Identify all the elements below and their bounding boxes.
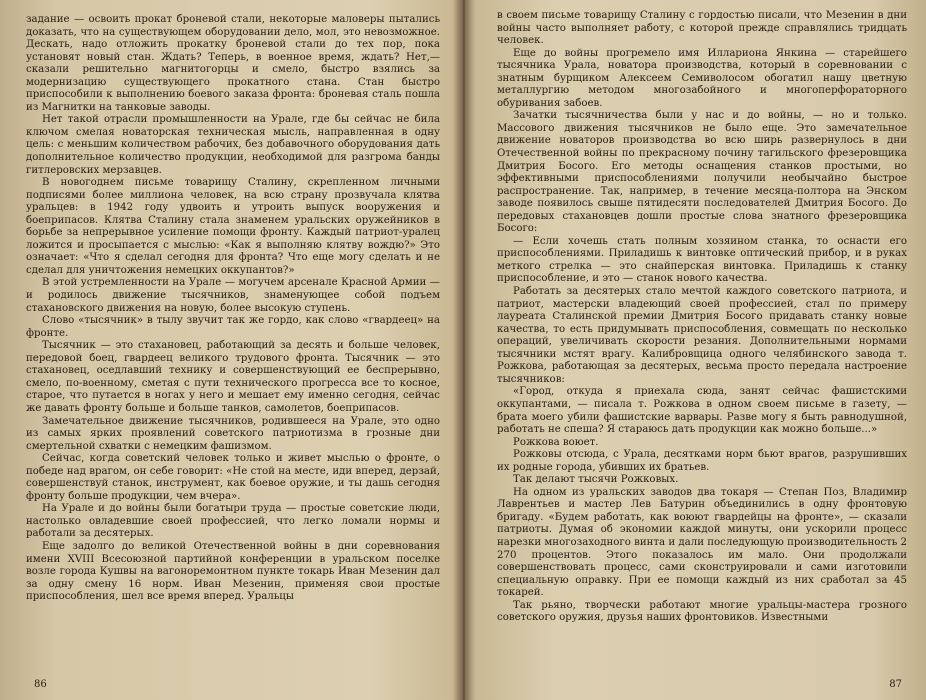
paragraph: На одном из уральских заводов два токаря — Степан Поз, Владимир Лаврентьев и мастер Лев Батурин объединились в одну фронтовую бригаду. «Будем работать, как воюют гвардейцы на фронте», — сказали патриоты. Думая об экономии каждой минуты, они ускорили процесс нарезки многозаходного винта и дали последующую производительность 2 270 процентов. Этого показалось им мало. Они продолжали совершенствовать процесс, сами сконструировали и сами изготовили специальную оправку. При ее помощи каждый из них сработал за 45 токарей.: [497, 486, 908, 599]
paragraph: Так делают тысячи Рожковых.: [513, 474, 679, 486]
paragraph: в своем письме товарищу Сталину с гордостью писали, что Мезенин в дни войны часто выполняет работу, с которой прежде справлялись тридцать человек.: [497, 10, 907, 47]
left-page: [26, 14, 440, 664]
paragraph: Сейчас, когда советский человек только и живет мыслью о фронте, о победе над врагом, он себе говорит: «Не стой на месте, иди вперед, дерзай, совершенствуй станок, инструмент, как боевое оружие, и ты дашь сегодня фронту больше продукции, чем вчера».: [26, 453, 440, 502]
page-number-left: 86: [34, 679, 47, 690]
paragraph: Тысячник — это стахановец, работающий за десять и больше человек, передовой боец, гвардеец великого трудового фронта. Тысячник — это стахановец, оседлавший технику и совершенствующий ее беспрерывно, смело, по-военному, сметая с пути технического прогресса все то косное, старое, что путается в ногах у него и мешает ему именно сегодня, сейчас же давать фронту больше и больше танков, самолетов, боеприпасов.: [26, 340, 440, 414]
paragraph: Работать за десятерых стало мечтой каждого советского патриота, и патриот, мастерски владеющий своей профессией, стал по примеру лауреата Сталинской премии Дмитрия Босого придавать станку новые качества, то есть придумывать приспособления, совмещать по несколько операций, увеличивать скорости резания. Дополнительными нормами тысячники мстят врагу. Калибровщица одного челябинского завода т. Рожкова, работающая за десятерых, весьма просто передала настроение тысячников:: [497, 286, 907, 385]
paragraph: Нет такой отрасли промышленности на Урале, где бы сейчас не била ключом смелая новаторская техническая мысль, направленная в одну цель: с меньшим количеством рабочих, без добавочного оборудования дать дополнительное количество продукции, необходимой для разгрома банды гитлеровских мерзавцев.: [26, 114, 440, 176]
paragraph: Рожкова воюет.: [513, 436, 599, 448]
paragraph: Слово «тысячник» в тылу звучит так же гордо, как слово «гвардеец» на фронте.: [26, 315, 440, 339]
paragraph: В новогоднем письме товарищу Сталину, скрепленном личными подписями более миллиона человек, на всю страну прозвучала клятва уральцев: в 1942 году удвоить и утроить выпуск вооружения и боеприпасов. Клятва Сталину стала знаменем уральских оружейников в борьбе за непрерывное усиление помощи фронту. Каждый патриот-уралец ложится и просыпается с мыслью: «Как я выполняю клятву вождю?» Это означает: «Что я сделал сегодня для фронта? Что еще могу сделать и не сделал для уничтожения немецких оккупантов?»: [26, 177, 440, 276]
paragraph: задание — освоить прокат броневой стали, некоторые маловеры пытались доказать, что на существующем оборудовании дело, мол, это невозможное. Дескать, надо отложить прокатку броневой стали до тех пор, пока установят новый стан. Ждать? Теперь, в военное время, ждать? Нет,—сказали решительно магнитогорцы и смело, быстро взялись за модернизацию существующего прокатного стана. Стан быстро приспособили к выполнению боевого заказа фронта: броневая сталь пошла из Магнитки на танковые заводы.: [26, 14, 440, 113]
paragraph: Еще задолго до великой Отечественной войны в дни соревнования имени XVIII Всесоюзной партийной конференции в уральском поселке возле города Кушвы на вагоноремонтном пункте токарь Иван Мезенин дал за одну смену 16 норм. Иван Мезенин, применяя свои простые приспособления, шел все время вперед. Уральцы: [26, 540, 440, 603]
paragraph: Еще до войны прогремело имя Иллариона Янкина — старейшего тысячника Урала, новатора производства, который в соревновании с знатным бурщиком Алексеем Семиволосом обогатил нашу цветную металлургию методом многозабойного и многоперфораторного обуривания забоев.: [497, 47, 907, 109]
page-number-right: 87: [889, 679, 902, 690]
paragraph: Зачатки тысячничества были у нас и до войны, — но и только. Массового движения тысячников не было еще. Это замечательное движение новаторов производства во всю ширь развернулось в дни Отечественной войны по прекрасному почину тагильского фрезеровщика Дмитрия Босого. Его методы оснащения станков простыми, но эффективными приспособлениями получили необычайно быстрое распространение. Так, например, в течение месяца-полтора на Энском заводе появилось свыше пятидесяти последователей Дмитрия Босого. До передовых стахановцев дошли простые слова знатного фрезеровщика Босого:: [497, 110, 907, 235]
book-gutter: [452, 0, 476, 700]
paragraph: — Если хочешь стать полным хозяином станка, то оснасти его приспособлениями. Приладишь к винтовке оптический прибор, и в руках меткого стрелка — это снайперская винтовка. Приладишь к станку приспособление, и это — станок нового качества.: [497, 235, 907, 285]
paragraph: Замечательное движение тысячников, родившееся на Урале, это одно из самых ярких проявлений советского патриотизма в грозные дни смертельной схватки с немецким фашизмом.: [26, 415, 440, 452]
paragraph: На Урале и до войны были богатыри труда — простые советские люди, настолько овладевшие своей профессией, что легко ломали нормы и работали за десятерых.: [26, 503, 440, 540]
paragraph: «Город, откуда я приехала сюда, занят сейчас фашистскими оккупантами, — писала т. Рожкова в одном своем письме в газету, — брата моего убили фашистские варвары. Разве могу я быть равнодушной, работать не спеша? Я стараюсь дать продукции как можно больше...»: [497, 386, 907, 436]
paragraph: В этой устремленности на Урале — могучем арсенале Красной Армии — и родилось движение тысячников, знаменующее собой подъем стахановского движения на новую, более высокую ступень.: [26, 277, 440, 314]
paragraph: Так рьяно, творчески работают многие уральцы-мастера грозного советского оружия, друзья наших фронтовиков. Известными: [497, 599, 907, 624]
paragraph: Рожковы отсюда, с Урала, десятками норм бьют врагов, разрушивших их родные города, убивших их братьев.: [497, 449, 907, 473]
right-page: [497, 10, 907, 660]
